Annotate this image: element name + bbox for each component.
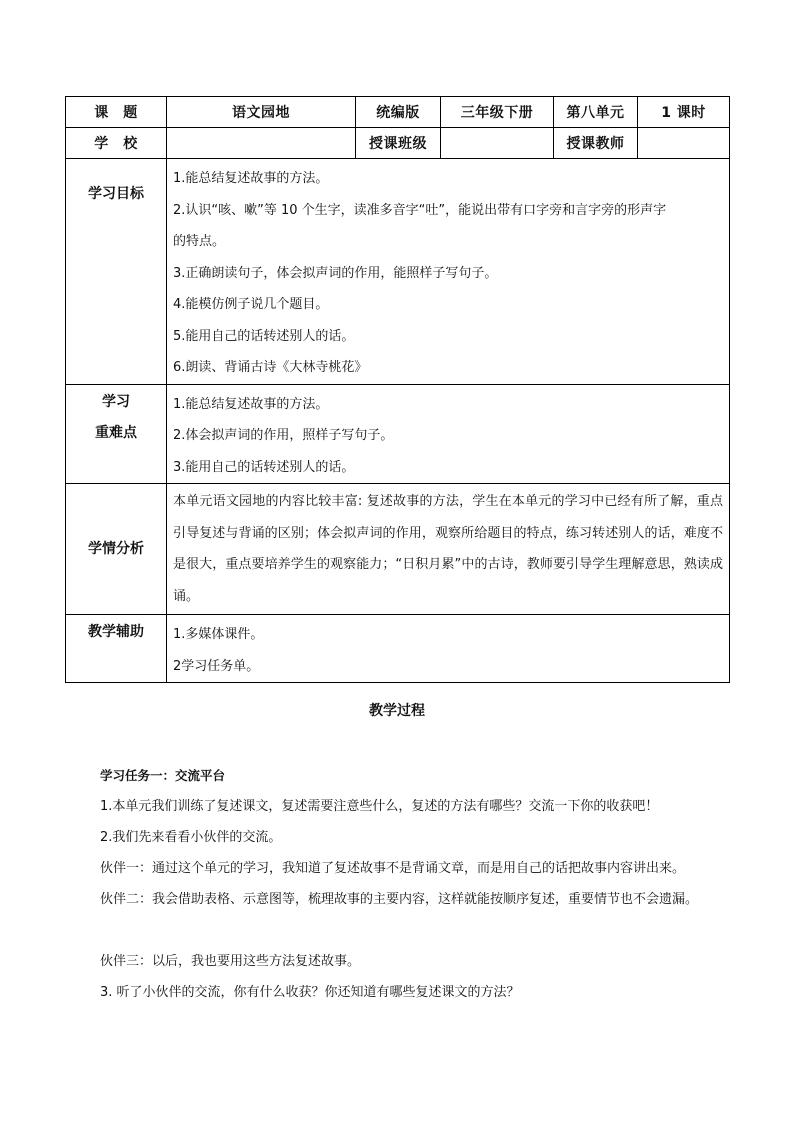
goal-item: 4.能模仿例子说几个题目。 [173, 297, 329, 312]
process-paragraph: 1.本单元我们训练了复述课文，复述需要注意些什么，复述的方法有哪些？交流一下你的收获吧！ [100, 799, 659, 814]
edition-value: 统编版 [356, 97, 441, 128]
process-paragraph: 伙伴二：我会借助表格、示意图等，梳理故事的主要内容，这样就能按顺序复述，重要情节也不会遗漏。 [100, 892, 699, 907]
goals-label: 学习目标 [66, 159, 167, 385]
goal-item: 5.能用自己的话转述别人的话。 [173, 328, 355, 344]
subject-label: 课 题 [66, 97, 167, 128]
class-label: 授课班级 [356, 128, 441, 159]
keypoints-label-line2: 重难点 [95, 424, 137, 441]
keypoints-row [66, 384, 730, 484]
goal-item: 6.朗读、背诵古诗《大林寺桃花》 [173, 360, 368, 375]
process-body-end [100, 946, 724, 1008]
grade-value: 三年级下册 [441, 97, 554, 128]
school-value [167, 128, 356, 159]
aids-content [167, 615, 730, 683]
class-value [441, 128, 554, 159]
task-heading: 学习任务一：交流平台 [100, 768, 226, 783]
process-paragraph: 3. 听了小伙伴的交流，你有什么收获？你还知道有哪些复述课文的方法？ [100, 985, 520, 1000]
process-paragraph: 伙伴一：通过这个单元的学习，我知道了复述故事不是背诵文章，而是用自己的话把故事内容讲出来。 [100, 861, 686, 876]
keypoint-item: 1.能总结复述故事的方法。 [173, 396, 329, 412]
analysis-row [66, 484, 730, 615]
analysis-text: 本单元语文园地的内容比较丰富: 复述故事的方法，学生在本单元的学习中已经有所了解，重点引导复述与背诵的区别；体会拟声词的作用，观察所给题目的特点，练习转述别人的话，难度不是很大，重点要培养学生的观察能力；“日积月累”中的古诗，教师要引导学生理解意思，熟读成诵。 [167, 484, 730, 615]
hours-value: 1 课时 [638, 97, 730, 128]
goals-content [167, 159, 730, 385]
process-paragraph: 2.我们先来看看小伙伴的交流。 [100, 830, 282, 845]
subject-value: 语文园地 [167, 97, 356, 128]
keypoints-label-line1: 学习 [102, 393, 130, 410]
process-title: 教学过程 [369, 703, 425, 719]
goal-item: 3.正确朗读句子，体会拟声词的作用，能照样子写句子。 [173, 265, 498, 281]
keypoint-item: 2.体会拟声词的作用，照样子写句子。 [173, 428, 394, 443]
process-body [100, 760, 724, 884]
teacher-label: 授课教师 [554, 128, 638, 159]
aid-item: 2学习任务单。 [173, 658, 260, 674]
goal-item: 2.认识“咳、嗽”等 10 个生字，读准多音字“吐”，能说出带有口字旁和言字旁的形声字 [173, 202, 667, 218]
teacher-value [638, 128, 730, 159]
process-body-wrap [80, 884, 724, 915]
aids-label: 教学辅助 [66, 615, 167, 683]
process-paragraph: 伙伴三：以后，我也要用这些方法复述故事。 [100, 954, 361, 969]
goal-item: 1.能总结复述故事的方法。 [173, 171, 329, 186]
keypoint-item: 3.能用自己的话转述别人的话。 [173, 459, 355, 475]
analysis-label: 学情分析 [66, 484, 167, 615]
header-row [66, 97, 730, 128]
goal-item: 的特点。 [173, 234, 226, 249]
lesson-plan-table [65, 96, 730, 683]
unit-value: 第八单元 [554, 97, 638, 128]
aids-row [66, 615, 730, 683]
school-row [66, 128, 730, 159]
keypoints-label [66, 384, 167, 484]
keypoints-content [167, 384, 730, 484]
aid-item: 1.多媒体课件。 [173, 627, 264, 642]
goals-row [66, 159, 730, 385]
school-label: 学 校 [66, 128, 167, 159]
